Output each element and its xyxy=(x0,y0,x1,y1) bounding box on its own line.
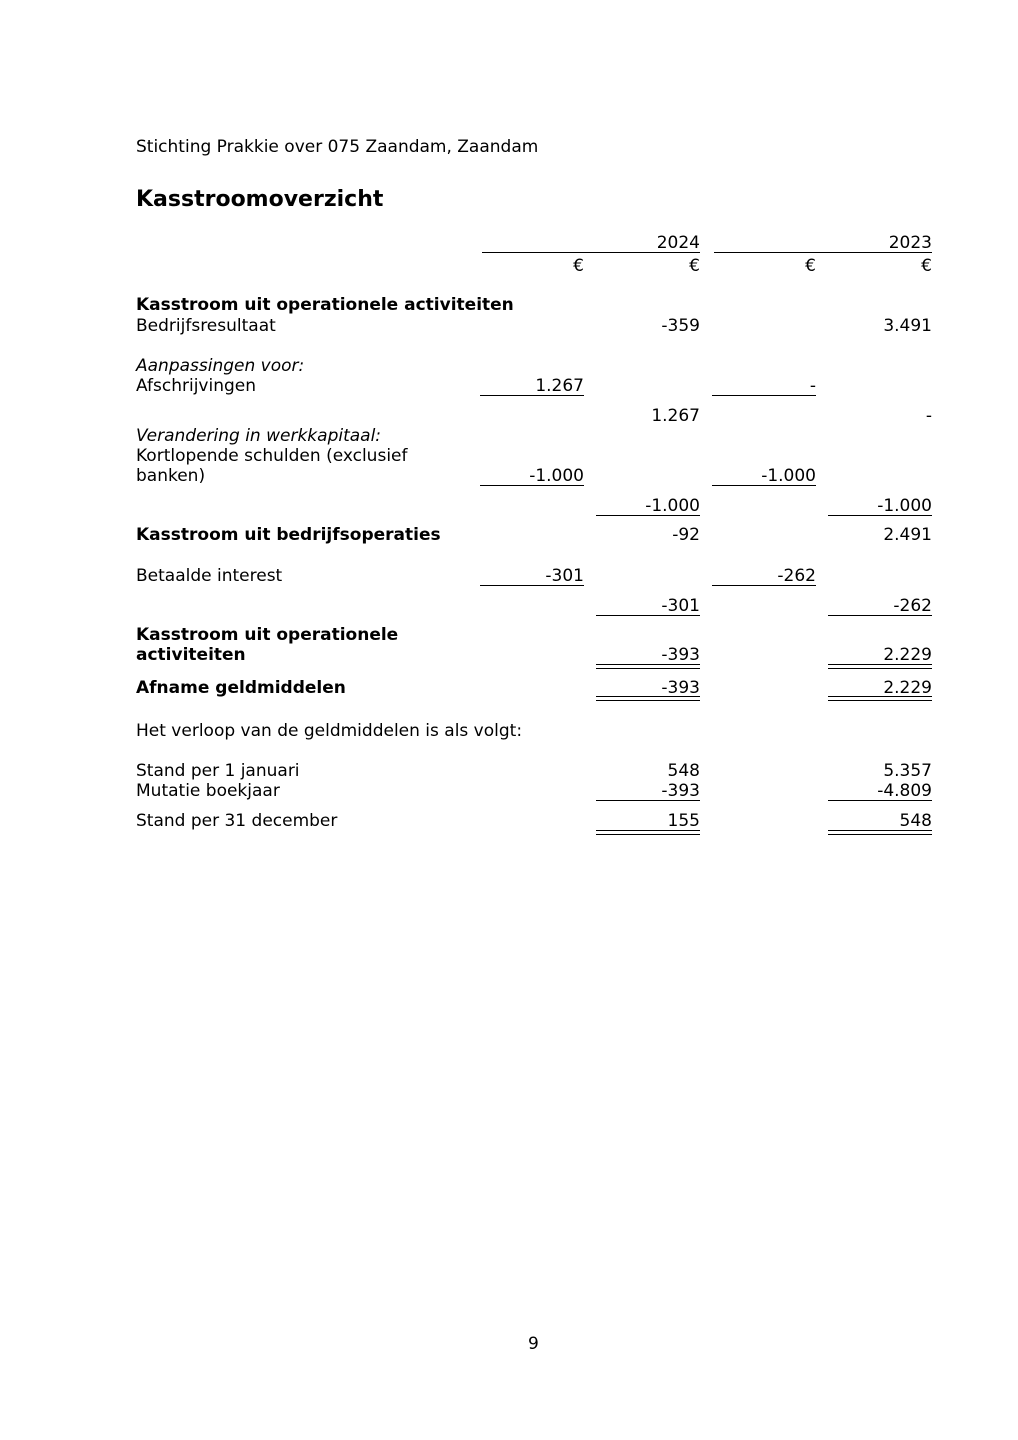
value-stand-begin-2024: 548 xyxy=(667,761,700,781)
total-kortlopende-2024: -1.000 xyxy=(645,496,700,516)
double-underline xyxy=(596,830,700,835)
value-bedrijfsresultaat-2024: -359 xyxy=(661,316,700,336)
double-underline xyxy=(828,664,932,669)
sub-kortlopende-2023: -1.000 xyxy=(761,466,816,486)
total-afschrijvingen-2024: 1.267 xyxy=(651,406,700,426)
underline xyxy=(712,585,816,586)
value-afname-2023: 2.229 xyxy=(883,678,932,698)
section-heading-operational: Kasstroom uit operationele activiteiten xyxy=(136,295,514,315)
total-interest-2023: -262 xyxy=(893,596,932,616)
value-stand-begin-2023: 5.357 xyxy=(883,761,932,781)
page-number: 9 xyxy=(528,1334,539,1354)
double-underline xyxy=(596,664,700,669)
column-year-2023: 2023 xyxy=(888,233,932,253)
value-mutatie-2024: -393 xyxy=(661,781,700,801)
sub-interest-2024: -301 xyxy=(545,566,584,586)
currency-symbol: € xyxy=(921,256,932,276)
row-label-mutatie: Mutatie boekjaar xyxy=(136,781,280,801)
double-underline xyxy=(828,830,932,835)
subheading-aanpassingen: Aanpassingen voor: xyxy=(136,356,305,376)
row-label-stand-begin: Stand per 1 januari xyxy=(136,761,300,781)
underline xyxy=(480,485,584,486)
underline xyxy=(828,800,932,801)
value-mutatie-2023: -4.809 xyxy=(877,781,932,801)
underline xyxy=(828,515,932,516)
organization-name: Stichting Prakkie over 075 Zaandam, Zaandam xyxy=(136,137,539,157)
verloop-intro: Het verloop van de geldmiddelen is als volgt: xyxy=(136,721,523,741)
row-label-operationele-line2: activiteiten xyxy=(136,645,246,665)
underline xyxy=(712,485,816,486)
value-afname-2024: -393 xyxy=(661,678,700,698)
underline xyxy=(480,395,584,396)
page-title: Kasstroomoverzicht xyxy=(136,187,384,212)
sub-interest-2023: -262 xyxy=(777,566,816,586)
value-stand-eind-2024: 155 xyxy=(667,811,700,831)
total-kortlopende-2023: -1.000 xyxy=(877,496,932,516)
double-underline xyxy=(596,696,700,701)
underline xyxy=(828,615,932,616)
total-interest-2024: -301 xyxy=(661,596,700,616)
row-label-kortlopende-line1: Kortlopende schulden (exclusief xyxy=(136,446,408,466)
underline xyxy=(712,395,816,396)
row-label-afschrijvingen: Afschrijvingen xyxy=(136,376,257,396)
currency-symbol: € xyxy=(689,256,700,276)
column-rule-2023 xyxy=(714,252,932,253)
row-label-afname: Afname geldmiddelen xyxy=(136,678,346,698)
subheading-werkkapitaal: Verandering in werkkapitaal: xyxy=(136,426,382,446)
value-operationele-2024: -393 xyxy=(661,645,700,665)
value-bedrijfsoperaties-2023: 2.491 xyxy=(883,525,932,545)
underline xyxy=(480,585,584,586)
total-afschrijvingen-2023: - xyxy=(925,406,932,426)
underline xyxy=(596,615,700,616)
value-operationele-2023: 2.229 xyxy=(883,645,932,665)
sub-afschrijvingen-2024: 1.267 xyxy=(535,376,584,396)
double-underline xyxy=(828,696,932,701)
row-label-operationele-line1: Kasstroom uit operationele xyxy=(136,625,399,645)
row-label-bedrijfsresultaat: Bedrijfsresultaat xyxy=(136,316,276,336)
currency-symbol: € xyxy=(805,256,816,276)
row-label-stand-eind: Stand per 31 december xyxy=(136,811,338,831)
underline xyxy=(596,515,700,516)
row-label-bedrijfsoperaties: Kasstroom uit bedrijfsoperaties xyxy=(136,525,441,545)
column-year-2024: 2024 xyxy=(656,233,700,253)
underline xyxy=(596,800,700,801)
row-label-kortlopende-line2: banken) xyxy=(136,466,206,486)
sub-afschrijvingen-2023: - xyxy=(809,376,816,396)
row-label-interest: Betaalde interest xyxy=(136,566,283,586)
column-rule-2024 xyxy=(482,252,700,253)
value-bedrijfsoperaties-2024: -92 xyxy=(672,525,700,545)
currency-symbol: € xyxy=(573,256,584,276)
sub-kortlopende-2024: -1.000 xyxy=(529,466,584,486)
value-bedrijfsresultaat-2023: 3.491 xyxy=(883,316,932,336)
value-stand-eind-2023: 548 xyxy=(899,811,932,831)
